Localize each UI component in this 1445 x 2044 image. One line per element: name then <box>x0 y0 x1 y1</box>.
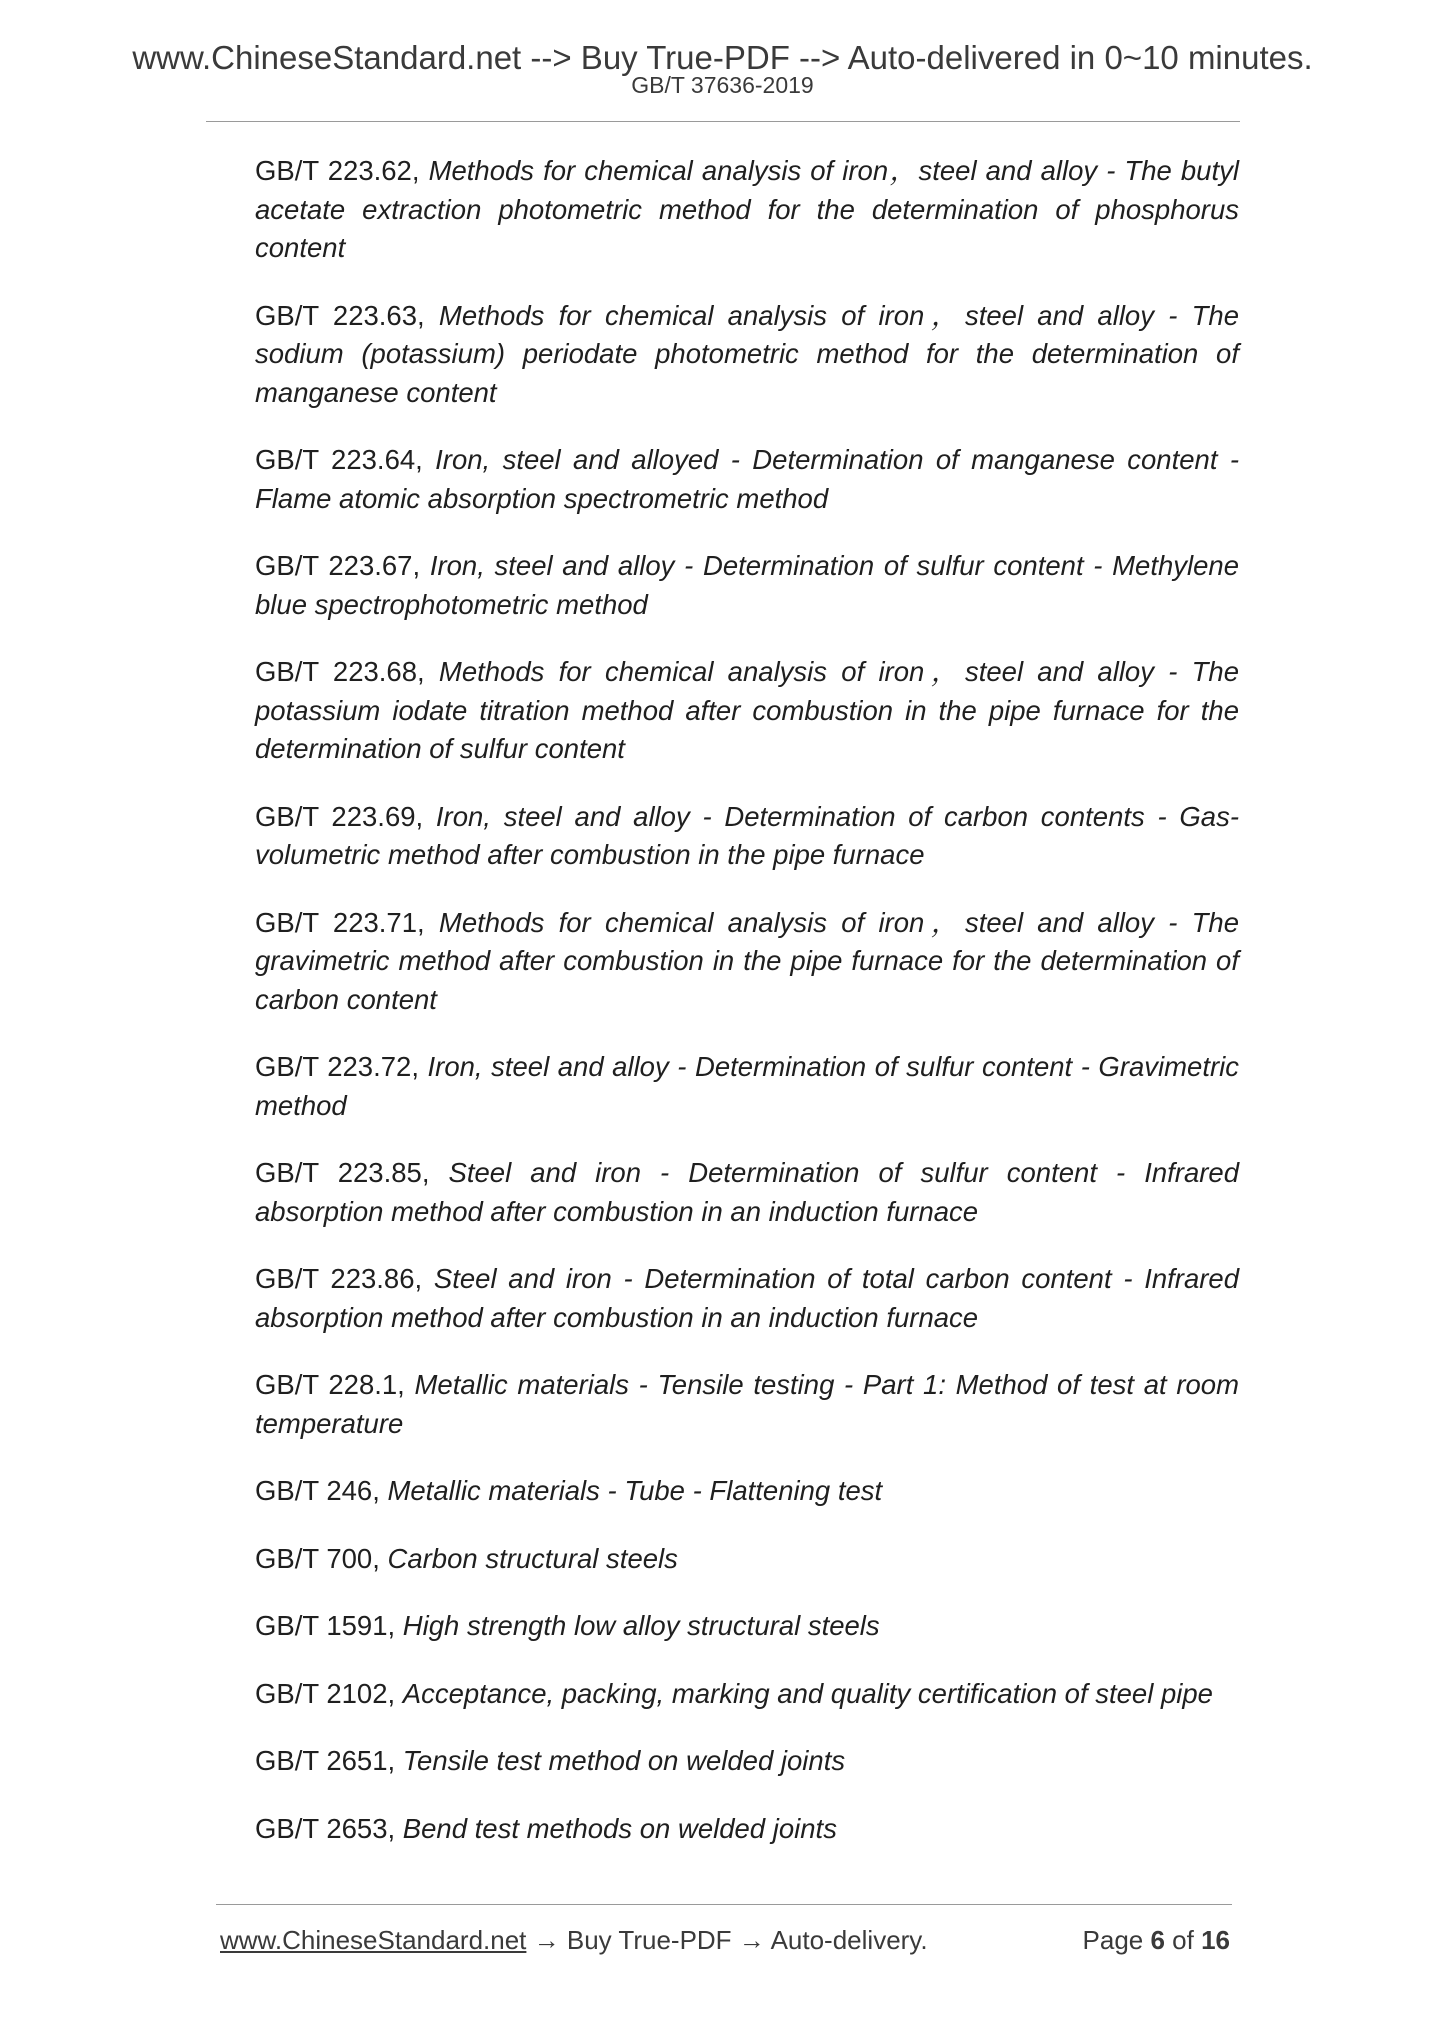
reference-item <box>255 297 1239 413</box>
reference-code: GB/T 223.86, <box>255 1263 434 1294</box>
reference-title: Methods for chemical analysis of iron，steel and alloy - The sodium (potassium) periodate photometric method for the determination of manganese content <box>255 299 1239 408</box>
reference-code: GB/T 223.72, <box>255 1051 428 1082</box>
reference-title: Iron, steel and alloyed - Determination of manganese content - Flame atomic absorption spectrometric method <box>255 444 1239 514</box>
reference-title: Iron, steel and alloy - Determination of sulfur content - Gravimetric method <box>255 1051 1239 1121</box>
top-banner: www.ChineseStandard.net --> Buy True-PDF --> Auto-delivered in 0~10 minutes. <box>132 39 1313 76</box>
reference-code: GB/T 223.62, <box>255 155 429 186</box>
reference-title: High strength low alloy structural steels <box>402 1610 880 1641</box>
footer-promo <box>220 1920 928 1960</box>
of-label: of <box>1164 1925 1202 1955</box>
reference-item <box>255 1048 1239 1125</box>
reference-item <box>255 1810 1239 1849</box>
reference-code: GB/T 223.69, <box>255 800 436 832</box>
reference-item <box>255 904 1239 1020</box>
reference-title: Methods for chemical analysis of iron，steel and alloy - The potassium iodate titration method after combustion in the pipe furnace for the determination of sulfur content <box>255 656 1239 764</box>
reference-code: GB/T 228.1, <box>255 1369 415 1400</box>
reference-code: GB/T 223.67, <box>255 550 430 581</box>
reference-item <box>255 1260 1239 1337</box>
reference-title: Methods for chemical analysis of iron，steel and alloy - The butyl acetate extraction photometric method for the determination of phosphorus content <box>255 155 1239 263</box>
reference-item <box>255 441 1239 518</box>
total-pages: 16 <box>1201 1925 1230 1955</box>
reference-code: GB/T 700, <box>255 1542 388 1574</box>
reference-code: GB/T 246, <box>255 1475 388 1506</box>
reference-title: Iron, steel and alloy - Determination of carbon contents - Gas-volumetric method after combustion in the pipe furnace <box>255 800 1239 870</box>
reference-title: Methods for chemical analysis of iron，steel and alloy - The gravimetric method after combustion in the pipe furnace for the determination of carbon content <box>255 906 1239 1015</box>
reference-title: Acceptance, packing, marking and quality certification of steel pipe <box>402 1677 1213 1709</box>
header-divider <box>206 121 1240 122</box>
reference-item <box>255 152 1239 268</box>
page-footer <box>220 1920 1230 1960</box>
reference-code: GB/T 2102, <box>255 1677 403 1709</box>
footer-site-link[interactable]: www.ChineseStandard.net <box>220 1925 527 1955</box>
reference-title: Bend test methods on welded joints <box>402 1812 837 1844</box>
reference-item <box>255 1607 1239 1646</box>
reference-item <box>255 547 1239 624</box>
reference-title: Iron, steel and alloy - Determination of sulfur content - Methylene blue spectrophotometric method <box>255 550 1239 620</box>
footer-promo-text: → Buy True-PDF → Auto-delivery. <box>526 1925 928 1955</box>
reference-item <box>255 1540 1239 1579</box>
footer-divider <box>216 1904 1232 1905</box>
page-number: 6 <box>1150 1925 1165 1955</box>
normative-references-list <box>255 152 1239 1877</box>
reference-code: GB/T 2653, <box>255 1812 403 1844</box>
document-code: GB/T 37636-2019 <box>631 72 814 98</box>
reference-title: Tensile test method on welded joints <box>402 1745 846 1776</box>
reference-item <box>255 1366 1239 1443</box>
reference-code: GB/T 223.63, <box>255 299 439 331</box>
reference-item <box>255 1742 1239 1781</box>
reference-code: GB/T 1591, <box>255 1610 403 1641</box>
reference-title: Metallic materials - Tube - Flattening test <box>387 1475 883 1506</box>
reference-item <box>255 653 1239 769</box>
reference-item <box>255 1675 1239 1714</box>
reference-code: GB/T 223.71, <box>255 906 439 938</box>
reference-title: Steel and iron - Determination of sulfur content - Infrared absorption method after combustion in an induction furnace <box>255 1157 1239 1227</box>
reference-code: GB/T 223.68, <box>255 656 439 687</box>
reference-code: GB/T 2651, <box>255 1745 403 1776</box>
reference-code: GB/T 223.85, <box>255 1157 449 1188</box>
reference-title: Metallic materials - Tensile testing - Part 1: Method of test at room temperature <box>255 1369 1239 1439</box>
page-indicator <box>1083 1920 1230 1960</box>
reference-item <box>255 1472 1239 1511</box>
reference-code: GB/T 223.64, <box>255 444 436 475</box>
reference-item <box>255 798 1239 875</box>
page-label: Page <box>1082 1925 1151 1955</box>
reference-item <box>255 1154 1239 1231</box>
reference-title: Carbon structural steels <box>387 1542 678 1574</box>
reference-title: Steel and iron - Determination of total carbon content - Infrared absorption method after combustion in an induction furnace <box>255 1263 1239 1333</box>
